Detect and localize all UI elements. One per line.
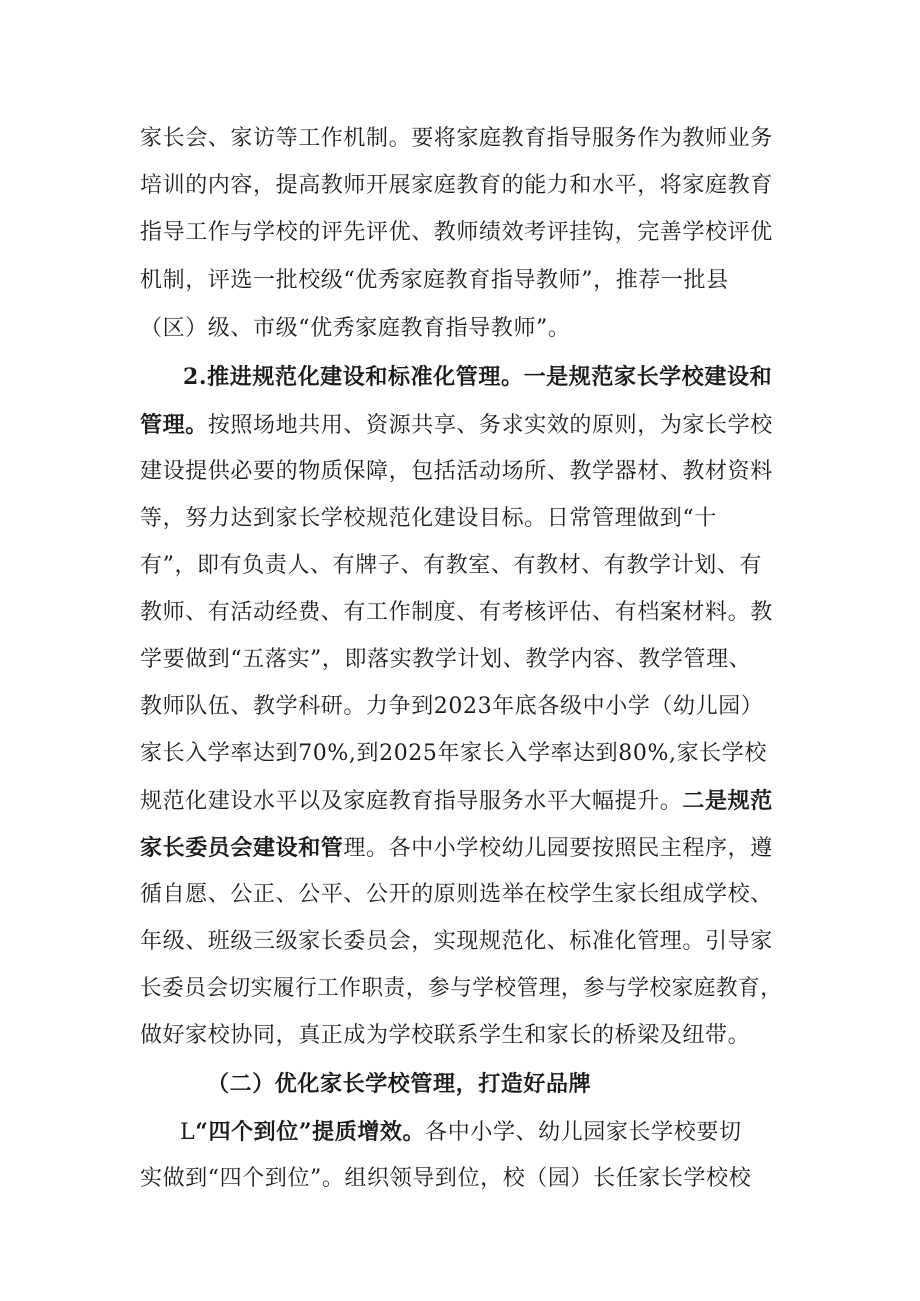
section-heading-2 [183,362,772,393]
text-line [140,218,773,248]
text-segment-bold: 管理。 [140,412,208,438]
text-segment: （区）级、市级“优秀家庭教育指导教师”。 [140,316,571,341]
text-line [140,457,773,487]
text-line [140,786,773,817]
text-line [140,833,773,864]
text-line [140,1021,750,1051]
text-line [140,598,773,628]
text-segment-bold: “四个到位”提质增效。 [195,1119,426,1145]
text-segment: 有”，即有负责人、有牌子、有教室、有教材、有教学计划、有 [140,553,763,578]
text-segment: 建设提供必要的物质保障，包括活动场所、教学器材、教材资料 [140,459,773,484]
text-segment-bold: 家长委员会建设和管 [140,835,344,861]
text-line [140,927,773,957]
text-line [140,880,773,910]
text-line [140,739,767,769]
text-segment: 理。各中小学校幼儿园要按照民主程序，遵 [343,836,773,861]
text-segment: 实做到“四个到位”。组织领导到位，校（园）长任家长学校校 [140,1166,752,1191]
text-segment: 学要做到“五落实”，即落实教学计划、教学内容、教学管理、 [140,647,752,672]
text-segment: 家长会、家访等工作机制。要将家庭教育指导服务作为教师业务 [140,126,773,151]
text-line [180,1117,742,1148]
text-segment: 做好家校协同，真正成为学校联系学生和家长的桥梁及纽带。 [140,1023,751,1048]
text-line [140,645,751,675]
text-segment: 教师、有活动经费、有工作制度、有考核评估、有档案材料。教 [140,600,773,625]
text-line [140,266,729,296]
text-line [140,551,762,581]
text-segment-bold: 2.推进规范化建设和标准化管理。一是规范家长学校建设和 [183,364,773,390]
text-segment: 长委员会切实履行工作职责，参与学校管理，参与学校家庭教育， [140,976,783,1001]
text-line [140,410,773,441]
text-segment: 按照场地共用、资源共享、务求实效的原则，为家长学校 [207,413,773,438]
text-line [140,692,763,722]
text-segment: 等，努力达到家长学校规范化建设目标。日常管理做到“十 [140,506,717,531]
text-segment: 培训的内容，提高教师开展家庭教育的能力和水平，将家庭教育 [140,173,773,198]
text-line [140,171,773,201]
text-segment-bold: （二）优化家长学校管理，打造好品牌 [207,1071,592,1097]
text-line [140,124,773,154]
text-segment: 年级、班级三级家长委员会，实现规范化、标准化管理。引导家 [140,929,773,954]
text-segment: 规范化建设水平以及家庭教育指导服务水平大幅提升。 [140,789,683,814]
text-line [140,314,571,344]
text-segment-bold: 二是规范 [682,788,773,814]
text-segment: 家长入学率达到70%,到2025年家长入学率达到80%,家长学校 [140,741,767,766]
section-heading-ii [207,1069,591,1100]
text-segment: 指导工作与学校的评先评优、教师绩效考评挂钩，完善学校评优 [140,220,773,245]
text-segment: 教师队伍、教学科研。力争到2023年底各级中小学（幼儿园） [140,694,764,719]
text-segment: 循自愿、公正、公平、公开的原则选举在校学生家长组成学校、 [140,882,773,907]
text-segment: 机制，评选一批校级“优秀家庭教育指导教师”，推荐一批县 [140,268,729,293]
text-line [140,1164,751,1194]
text-segment: L [180,1120,196,1145]
text-segment: 各中小学、幼儿园家长学校要切 [425,1120,742,1145]
text-line [140,504,717,534]
text-line [140,974,782,1004]
